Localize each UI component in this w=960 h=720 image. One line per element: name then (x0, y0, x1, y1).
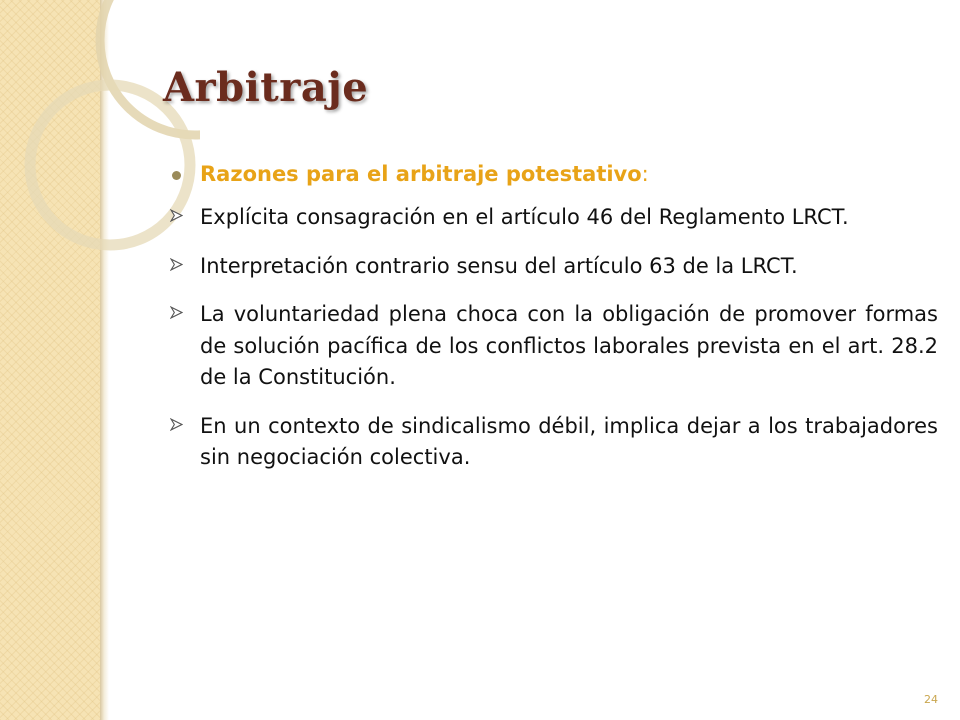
bullet-dot-icon (172, 171, 181, 180)
section-heading (170, 162, 938, 186)
reasons-list (170, 202, 938, 474)
list-item (170, 411, 938, 474)
list-item-text: Explícita consagración en el artículo 46 del Reglamento LRCT. (200, 205, 849, 229)
list-item-text: Interpretación contrario sensu del artículo 63 de la LRCT. (200, 253, 798, 278)
list-item (170, 251, 938, 283)
arrow-bullet-icon (170, 258, 183, 271)
section-heading-text: Razones para el arbitraje potestativo (200, 162, 642, 186)
list-item-text: En un contexto de sindicalismo débil, implica dejar a los trabajadores sin negociación colectiva. (200, 413, 938, 469)
arrow-bullet-icon (170, 418, 183, 431)
page-number: 24 (924, 693, 938, 706)
list-item (170, 299, 938, 394)
slide-content (170, 162, 938, 491)
arrow-bullet-icon (170, 306, 183, 319)
arrow-bullet-icon (170, 209, 183, 222)
list-item-text: La voluntariedad plena choca con la obligación de promover formas de solución pacífica de los conflictos laborales prevista en el art. 28.2 de la Constitución. (200, 302, 938, 389)
list-item (170, 202, 938, 234)
slide-title: Arbitraje (163, 64, 369, 111)
section-heading-colon: : (641, 162, 649, 186)
